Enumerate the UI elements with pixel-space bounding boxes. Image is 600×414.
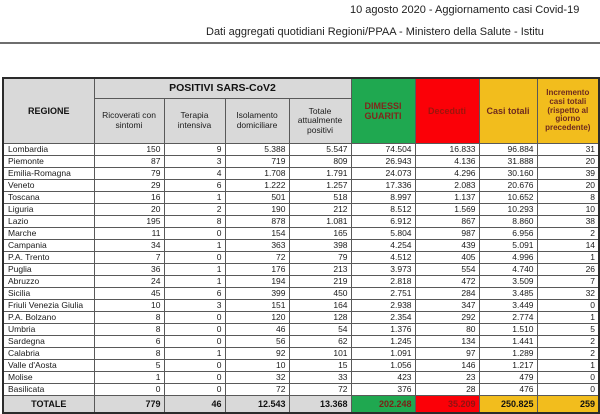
value-cell: 347 bbox=[415, 300, 479, 312]
value-cell: 2 bbox=[537, 228, 599, 240]
value-cell: 6.912 bbox=[351, 216, 415, 228]
value-cell: 1 bbox=[537, 312, 599, 324]
value-cell: 2.938 bbox=[351, 300, 415, 312]
value-cell: 1.245 bbox=[351, 336, 415, 348]
value-cell: 2.083 bbox=[415, 180, 479, 192]
region-name: Calabria bbox=[3, 348, 94, 360]
value-cell: 1.376 bbox=[351, 324, 415, 336]
region-name: Marche bbox=[3, 228, 94, 240]
value-cell: 134 bbox=[415, 336, 479, 348]
value-cell: 398 bbox=[289, 240, 351, 252]
value-cell: 1 bbox=[164, 264, 225, 276]
value-cell: 56 bbox=[225, 336, 289, 348]
value-cell: 8 bbox=[94, 312, 164, 324]
column-header-regione: REGIONE bbox=[3, 78, 94, 144]
column-header-ricoverati: Ricoverati con sintomi bbox=[94, 99, 164, 144]
total-terapia-intensiva: 46 bbox=[164, 396, 225, 413]
region-name: Piemonte bbox=[3, 156, 94, 168]
value-cell: 0 bbox=[164, 252, 225, 264]
value-cell: 1 bbox=[164, 240, 225, 252]
column-header-dimessi-guariti: DIMESSI GUARITI bbox=[351, 78, 415, 144]
value-cell: 0 bbox=[164, 228, 225, 240]
value-cell: 79 bbox=[289, 252, 351, 264]
table-row bbox=[3, 348, 599, 360]
column-group-positivi: POSITIVI SARS-CoV2 bbox=[94, 78, 351, 99]
value-cell: 96.884 bbox=[479, 144, 537, 156]
value-cell: 62 bbox=[289, 336, 351, 348]
value-cell: 3 bbox=[164, 300, 225, 312]
value-cell: 28 bbox=[415, 384, 479, 396]
value-cell: 878 bbox=[225, 216, 289, 228]
column-header-isolamento: Isolamento domiciliare bbox=[225, 99, 289, 144]
value-cell: 3.973 bbox=[351, 264, 415, 276]
value-cell: 0 bbox=[164, 324, 225, 336]
value-cell: 219 bbox=[289, 276, 351, 288]
value-cell: 45 bbox=[94, 288, 164, 300]
table-row bbox=[3, 264, 599, 276]
value-cell: 1 bbox=[164, 192, 225, 204]
value-cell: 399 bbox=[225, 288, 289, 300]
region-name: Toscana bbox=[3, 192, 94, 204]
value-cell: 150 bbox=[94, 144, 164, 156]
value-cell: 10 bbox=[225, 360, 289, 372]
value-cell: 74.504 bbox=[351, 144, 415, 156]
region-name: Puglia bbox=[3, 264, 94, 276]
value-cell: 20 bbox=[537, 180, 599, 192]
table-header bbox=[3, 78, 599, 144]
value-cell: 554 bbox=[415, 264, 479, 276]
value-cell: 72 bbox=[225, 384, 289, 396]
value-cell: 0 bbox=[537, 372, 599, 384]
value-cell: 8.512 bbox=[351, 204, 415, 216]
table-row bbox=[3, 204, 599, 216]
region-name: Lombardia bbox=[3, 144, 94, 156]
value-cell: 8 bbox=[537, 192, 599, 204]
value-cell: 518 bbox=[289, 192, 351, 204]
value-cell: 195 bbox=[94, 216, 164, 228]
value-cell: 5 bbox=[537, 324, 599, 336]
region-name: Friuli Venezia Giulia bbox=[3, 300, 94, 312]
value-cell: 5 bbox=[94, 360, 164, 372]
region-name: Lazio bbox=[3, 216, 94, 228]
value-cell: 54 bbox=[289, 324, 351, 336]
value-cell: 439 bbox=[415, 240, 479, 252]
value-cell: 151 bbox=[225, 300, 289, 312]
value-cell: 10 bbox=[94, 300, 164, 312]
value-cell: 30.160 bbox=[479, 168, 537, 180]
value-cell: 190 bbox=[225, 204, 289, 216]
value-cell: 8 bbox=[94, 348, 164, 360]
table-row bbox=[3, 300, 599, 312]
table-row bbox=[3, 216, 599, 228]
value-cell: 0 bbox=[164, 312, 225, 324]
region-name: Veneto bbox=[3, 180, 94, 192]
value-cell: 2.354 bbox=[351, 312, 415, 324]
region-name: Sardegna bbox=[3, 336, 94, 348]
value-cell: 809 bbox=[289, 156, 351, 168]
value-cell: 1.137 bbox=[415, 192, 479, 204]
total-ricoverati: 779 bbox=[94, 396, 164, 413]
value-cell: 36 bbox=[94, 264, 164, 276]
value-cell: 4.254 bbox=[351, 240, 415, 252]
region-name: Abruzzo bbox=[3, 276, 94, 288]
table-row bbox=[3, 288, 599, 300]
value-cell: 5.388 bbox=[225, 144, 289, 156]
table-row bbox=[3, 192, 599, 204]
total-incremento: 259 bbox=[537, 396, 599, 413]
total-attualmente-positivi: 13.368 bbox=[289, 396, 351, 413]
value-cell: 1.708 bbox=[225, 168, 289, 180]
value-cell: 4 bbox=[164, 168, 225, 180]
region-name: Sicilia bbox=[3, 288, 94, 300]
value-cell: 5.804 bbox=[351, 228, 415, 240]
value-cell: 16.833 bbox=[415, 144, 479, 156]
value-cell: 8 bbox=[94, 324, 164, 336]
value-cell: 120 bbox=[225, 312, 289, 324]
total-dimessi-guariti: 202.248 bbox=[351, 396, 415, 413]
table-row bbox=[3, 312, 599, 324]
value-cell: 501 bbox=[225, 192, 289, 204]
value-cell: 10.293 bbox=[479, 204, 537, 216]
value-cell: 146 bbox=[415, 360, 479, 372]
report-source-subtitle: Dati aggregati quotidiani Regioni/PPAA - Ministero della Salute - Istitu bbox=[206, 26, 544, 38]
header-divider bbox=[0, 42, 600, 44]
total-deceduti: 35.209 bbox=[415, 396, 479, 413]
table-row bbox=[3, 156, 599, 168]
value-cell: 92 bbox=[225, 348, 289, 360]
value-cell: 1.056 bbox=[351, 360, 415, 372]
value-cell: 5.091 bbox=[479, 240, 537, 252]
value-cell: 11 bbox=[94, 228, 164, 240]
value-cell: 16 bbox=[94, 192, 164, 204]
value-cell: 5.547 bbox=[289, 144, 351, 156]
value-cell: 0 bbox=[164, 336, 225, 348]
value-cell: 6 bbox=[94, 336, 164, 348]
value-cell: 1 bbox=[164, 276, 225, 288]
table-row bbox=[3, 384, 599, 396]
value-cell: 3.485 bbox=[479, 288, 537, 300]
value-cell: 1.441 bbox=[479, 336, 537, 348]
value-cell: 1 bbox=[94, 372, 164, 384]
value-cell: 10.652 bbox=[479, 192, 537, 204]
table-footer bbox=[3, 396, 599, 413]
region-name: Basilicata bbox=[3, 384, 94, 396]
region-name: Valle d'Aosta bbox=[3, 360, 94, 372]
value-cell: 1.217 bbox=[479, 360, 537, 372]
value-cell: 194 bbox=[225, 276, 289, 288]
table-row bbox=[3, 372, 599, 384]
value-cell: 14 bbox=[537, 240, 599, 252]
value-cell: 1.791 bbox=[289, 168, 351, 180]
value-cell: 2 bbox=[164, 204, 225, 216]
total-casi-totali: 250.825 bbox=[479, 396, 537, 413]
value-cell: 1.091 bbox=[351, 348, 415, 360]
value-cell: 1.569 bbox=[415, 204, 479, 216]
covid-region-table bbox=[2, 77, 600, 414]
column-header-totale-positivi: Totale attualmente positivi bbox=[289, 99, 351, 144]
value-cell: 7 bbox=[537, 276, 599, 288]
column-header-terapia-intensiva: Terapia intensiva bbox=[164, 99, 225, 144]
value-cell: 213 bbox=[289, 264, 351, 276]
value-cell: 987 bbox=[415, 228, 479, 240]
value-cell: 46 bbox=[225, 324, 289, 336]
value-cell: 20 bbox=[94, 204, 164, 216]
value-cell: 10 bbox=[537, 204, 599, 216]
table-row bbox=[3, 360, 599, 372]
value-cell: 292 bbox=[415, 312, 479, 324]
value-cell: 1.510 bbox=[479, 324, 537, 336]
value-cell: 6.956 bbox=[479, 228, 537, 240]
table-row bbox=[3, 180, 599, 192]
value-cell: 0 bbox=[537, 300, 599, 312]
value-cell: 72 bbox=[289, 384, 351, 396]
total-row bbox=[3, 396, 599, 413]
value-cell: 176 bbox=[225, 264, 289, 276]
value-cell: 476 bbox=[479, 384, 537, 396]
value-cell: 0 bbox=[164, 360, 225, 372]
value-cell: 3.509 bbox=[479, 276, 537, 288]
value-cell: 0 bbox=[94, 384, 164, 396]
value-cell: 4.512 bbox=[351, 252, 415, 264]
value-cell: 29 bbox=[94, 180, 164, 192]
value-cell: 0 bbox=[164, 372, 225, 384]
report-date-title: 10 agosto 2020 - Aggiornamento casi Covid-19 bbox=[350, 4, 580, 16]
value-cell: 1 bbox=[537, 252, 599, 264]
total-isolamento: 12.543 bbox=[225, 396, 289, 413]
value-cell: 2 bbox=[537, 336, 599, 348]
value-cell: 26 bbox=[537, 264, 599, 276]
value-cell: 97 bbox=[415, 348, 479, 360]
value-cell: 17.336 bbox=[351, 180, 415, 192]
value-cell: 1.257 bbox=[289, 180, 351, 192]
value-cell: 0 bbox=[164, 384, 225, 396]
value-cell: 423 bbox=[351, 372, 415, 384]
value-cell: 128 bbox=[289, 312, 351, 324]
value-cell: 8.997 bbox=[351, 192, 415, 204]
value-cell: 6 bbox=[164, 288, 225, 300]
value-cell: 31 bbox=[537, 144, 599, 156]
value-cell: 405 bbox=[415, 252, 479, 264]
table-row bbox=[3, 144, 599, 156]
table-row bbox=[3, 228, 599, 240]
value-cell: 472 bbox=[415, 276, 479, 288]
region-name: Campania bbox=[3, 240, 94, 252]
value-cell: 4.136 bbox=[415, 156, 479, 168]
value-cell: 4.296 bbox=[415, 168, 479, 180]
value-cell: 24.073 bbox=[351, 168, 415, 180]
value-cell: 479 bbox=[479, 372, 537, 384]
value-cell: 164 bbox=[289, 300, 351, 312]
table-row bbox=[3, 168, 599, 180]
value-cell: 165 bbox=[289, 228, 351, 240]
value-cell: 23 bbox=[415, 372, 479, 384]
value-cell: 450 bbox=[289, 288, 351, 300]
value-cell: 2 bbox=[537, 348, 599, 360]
value-cell: 20.676 bbox=[479, 180, 537, 192]
value-cell: 1 bbox=[164, 348, 225, 360]
table-row bbox=[3, 336, 599, 348]
value-cell: 80 bbox=[415, 324, 479, 336]
value-cell: 2.774 bbox=[479, 312, 537, 324]
value-cell: 33 bbox=[289, 372, 351, 384]
value-cell: 1.289 bbox=[479, 348, 537, 360]
value-cell: 3.449 bbox=[479, 300, 537, 312]
value-cell: 8.860 bbox=[479, 216, 537, 228]
region-name: P.A. Trento bbox=[3, 252, 94, 264]
value-cell: 1.222 bbox=[225, 180, 289, 192]
value-cell: 9 bbox=[164, 144, 225, 156]
region-name: Emilia-Romagna bbox=[3, 168, 94, 180]
value-cell: 20 bbox=[537, 156, 599, 168]
column-header-casi-totali: Casi totali bbox=[479, 78, 537, 144]
value-cell: 4.996 bbox=[479, 252, 537, 264]
value-cell: 0 bbox=[537, 384, 599, 396]
table-body bbox=[3, 144, 599, 396]
value-cell: 24 bbox=[94, 276, 164, 288]
value-cell: 1 bbox=[537, 360, 599, 372]
value-cell: 3 bbox=[164, 156, 225, 168]
value-cell: 79 bbox=[94, 168, 164, 180]
value-cell: 34 bbox=[94, 240, 164, 252]
value-cell: 284 bbox=[415, 288, 479, 300]
total-label: TOTALE bbox=[3, 396, 94, 413]
value-cell: 719 bbox=[225, 156, 289, 168]
region-name: Liguria bbox=[3, 204, 94, 216]
table-row bbox=[3, 252, 599, 264]
value-cell: 154 bbox=[225, 228, 289, 240]
value-cell: 363 bbox=[225, 240, 289, 252]
value-cell: 1.081 bbox=[289, 216, 351, 228]
value-cell: 38 bbox=[537, 216, 599, 228]
region-name: Molise bbox=[3, 372, 94, 384]
value-cell: 31.888 bbox=[479, 156, 537, 168]
value-cell: 101 bbox=[289, 348, 351, 360]
value-cell: 39 bbox=[537, 168, 599, 180]
column-header-deceduti: Deceduti bbox=[415, 78, 479, 144]
table-row bbox=[3, 324, 599, 336]
value-cell: 32 bbox=[537, 288, 599, 300]
value-cell: 6 bbox=[164, 180, 225, 192]
column-header-incremento: Incremento casi totali (rispetto al giorno precedente) bbox=[537, 78, 599, 144]
value-cell: 15 bbox=[289, 360, 351, 372]
table-row bbox=[3, 240, 599, 252]
region-name: Umbria bbox=[3, 324, 94, 336]
table-row bbox=[3, 276, 599, 288]
value-cell: 2.818 bbox=[351, 276, 415, 288]
value-cell: 26.943 bbox=[351, 156, 415, 168]
value-cell: 72 bbox=[225, 252, 289, 264]
value-cell: 212 bbox=[289, 204, 351, 216]
region-name: P.A. Bolzano bbox=[3, 312, 94, 324]
value-cell: 867 bbox=[415, 216, 479, 228]
value-cell: 7 bbox=[94, 252, 164, 264]
value-cell: 2.751 bbox=[351, 288, 415, 300]
value-cell: 32 bbox=[225, 372, 289, 384]
value-cell: 376 bbox=[351, 384, 415, 396]
value-cell: 4.740 bbox=[479, 264, 537, 276]
value-cell: 8 bbox=[164, 216, 225, 228]
value-cell: 87 bbox=[94, 156, 164, 168]
